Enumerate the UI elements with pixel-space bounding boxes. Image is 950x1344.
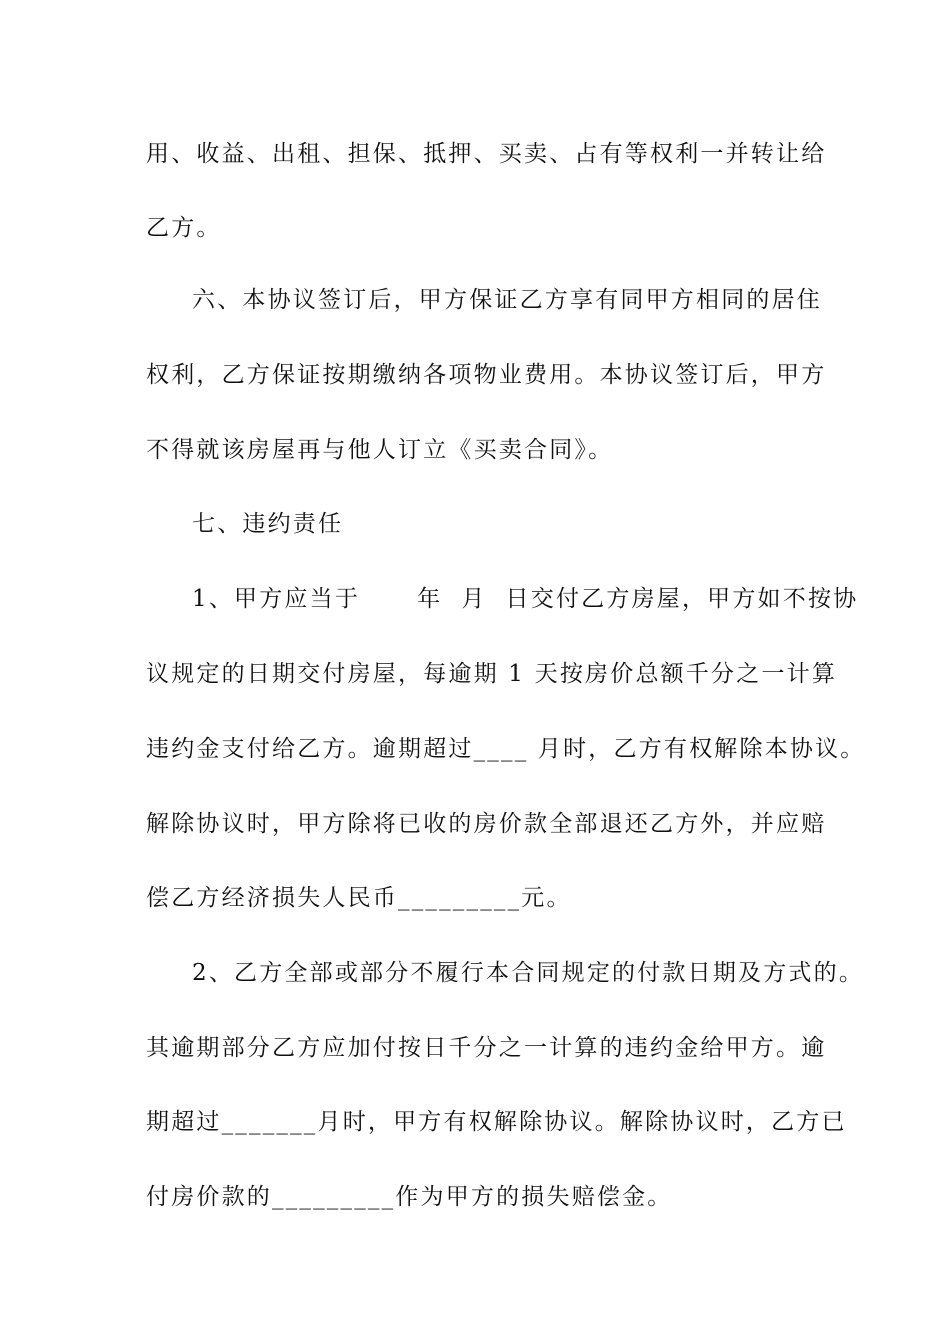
text-line-10: 解除协议时，甲方除将已收的房价款全部退还乙方外，并应赔 bbox=[146, 811, 827, 837]
text-line-13: 其逾期部分乙方应加付按日千分之一计算的违约金给甲方。逾 bbox=[146, 1035, 827, 1061]
text-line-5: 不得就该房屋再与他人订立《买卖合同》。 bbox=[146, 437, 614, 463]
text-line-8: 议规定的日期交付房屋，每逾期 1 天按房价总额千分之一计算 bbox=[146, 661, 838, 687]
text-line-4: 权利，乙方保证按期缴纳各项物业费用。本协议签订后，甲方 bbox=[146, 362, 827, 388]
text-line-9: 违约金支付给乙方。逾期超过____ 月时，乙方有权解除本协议。 bbox=[146, 736, 866, 762]
text-line-1: 用、收益、出租、担保、抵押、买卖、占有等权利一并转让给 bbox=[146, 141, 827, 167]
text-line-14: 期超过_______月时，甲方有权解除协议。解除协议时，乙方已 bbox=[146, 1109, 847, 1135]
text-line-3: 六、本协议签订后，甲方保证乙方享有同甲方相同的居住 bbox=[192, 287, 822, 313]
text-line-2: 乙方。 bbox=[146, 215, 222, 241]
text-line-11: 偿乙方经济损失人民币_________元。 bbox=[146, 885, 572, 911]
section-heading: 七、违约责任 bbox=[192, 511, 344, 537]
text-line-12: 2、乙方全部或部分不履行本合同规定的付款日期及方式的。 bbox=[192, 960, 865, 986]
text-line-7: 1、甲方应当于 年 月 日交付乙方房屋，甲方如不按协 bbox=[192, 586, 859, 612]
text-line-15: 付房价款的_________作为甲方的损失赔偿金。 bbox=[146, 1184, 673, 1210]
